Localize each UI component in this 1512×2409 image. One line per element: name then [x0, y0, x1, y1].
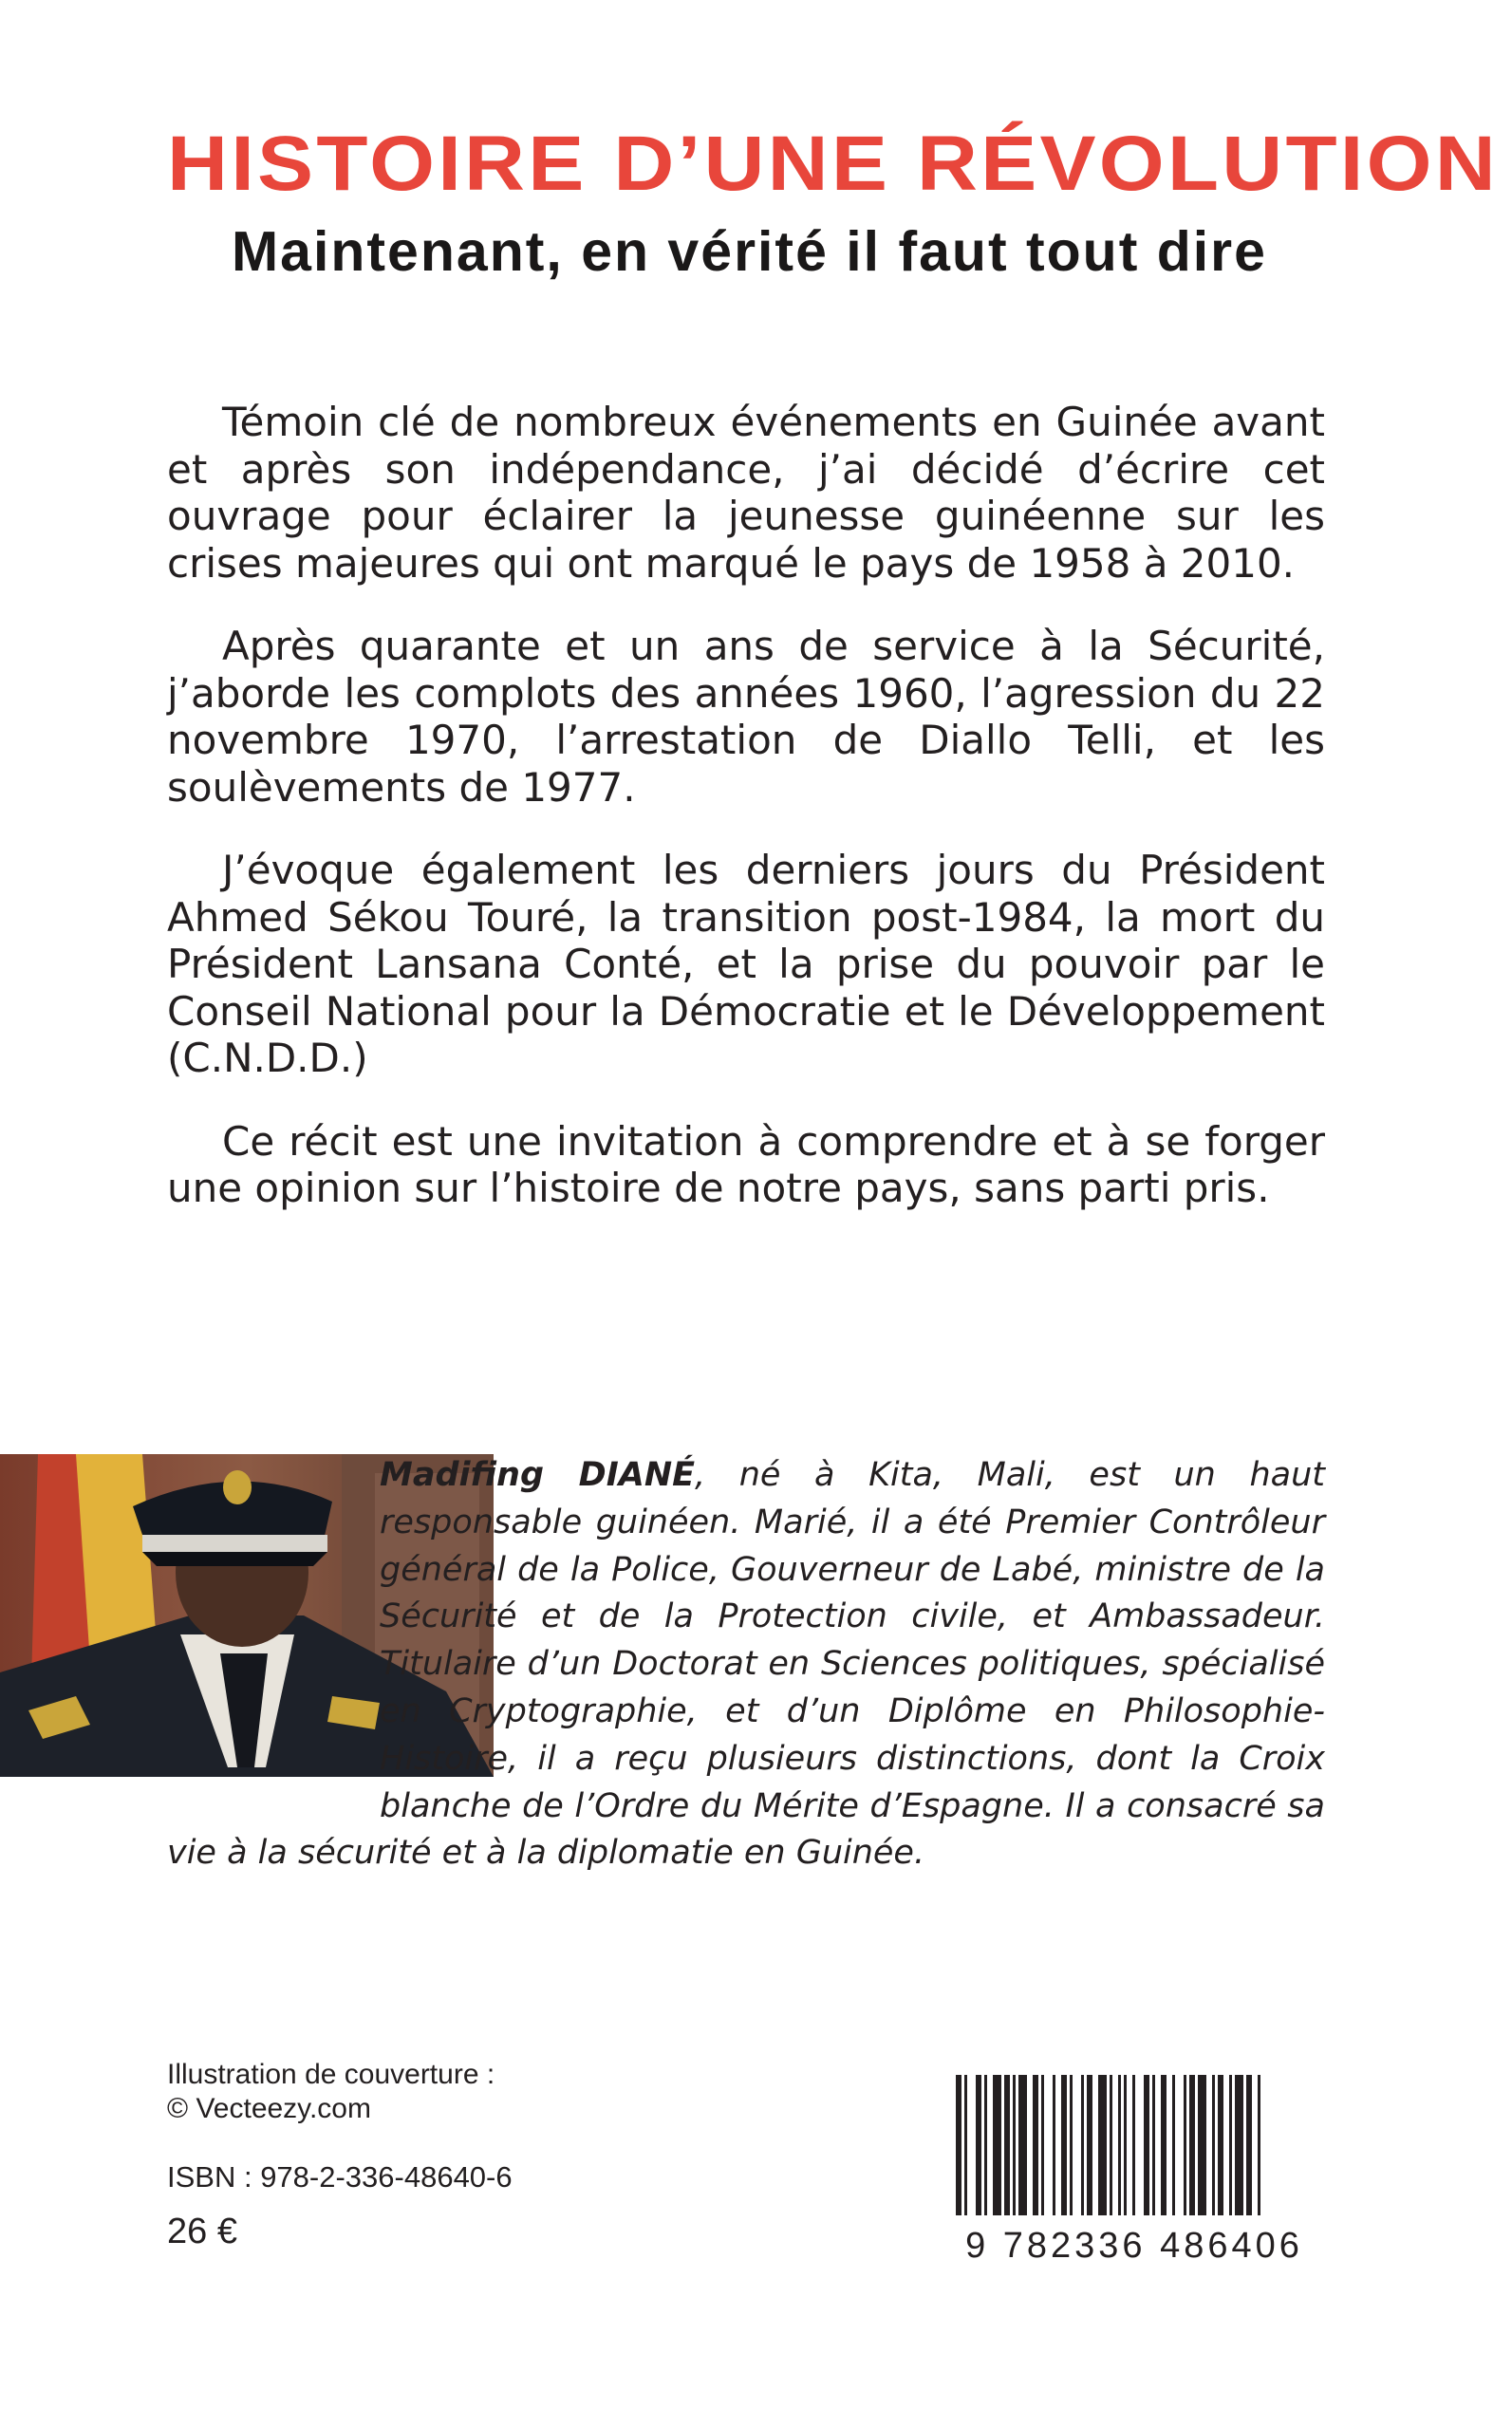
author-name: Madifing DIANÉ	[380, 1456, 696, 1494]
barcode-bar	[1132, 2075, 1135, 2215]
author-bio-text: , né à Kita, Mali, est un haut responsable guinéen. Marié, il a été Premier Contrôleur général de la Police, Gouverneur de Labé, ministre de la Sécurité et de la Protection civile, et Ambassadeur. Titulaire d’un Doctorat en Sciences politiques, spécialisé en Cryptographie, et d’un Diplôme en Philosophie-Histoire, il a reçu plusieurs distinctions, dont la Croix blanche de l’Ordre du Mérite d’Espagne. Il a consacré sa vie à la sécurité et à la diplomatie en Guinée.	[167, 1456, 1325, 1873]
barcode-bar	[964, 2075, 967, 2215]
barcode-bar	[1161, 2075, 1167, 2215]
barcode-bar	[1189, 2075, 1195, 2215]
photo-spacer	[0, 1452, 380, 1784]
summary-paragraph: Ce récit est une invitation à comprendre et à se forger une opinion sur l’histoire de notre pays, sans parti pris.	[167, 1117, 1325, 1211]
cover-credit	[167, 2058, 495, 2126]
barcode-bar	[1198, 2075, 1206, 2215]
book-title: HISTOIRE D’UNE RÉVOLUTION	[167, 121, 1499, 207]
barcode-bar	[1172, 2075, 1175, 2215]
price: 26 €	[167, 2212, 237, 2251]
barcode-bar	[1018, 2075, 1027, 2215]
summary-paragraph: J’évoque également les derniers jours du Président Ahmed Sékou Touré, la transition post-1984, la mort du Président Lansana Conté, et la prise du pouvoir par le Conseil National pour la Démocratie et le Développement (C.N.D.D.)	[167, 847, 1325, 1081]
barcode-bar	[1098, 2075, 1107, 2215]
barcode-bar	[993, 2075, 1001, 2215]
barcode-bar	[976, 2075, 981, 2215]
barcode-bar	[956, 2075, 961, 2215]
barcode-bar	[1184, 2075, 1186, 2215]
barcode-digits: 9 782336 486406	[965, 2226, 1303, 2261]
barcode-bar	[984, 2075, 987, 2215]
summary-paragraph: Après quarante et un ans de service à la Sécurité, j’aborde les complots des années 1960, l’agression du 22 novembre 1970, l’arrestation de Diallo Telli, et les soulèvements de 1977.	[167, 623, 1325, 811]
barcode-bar	[1124, 2075, 1127, 2215]
barcode-bar	[1081, 2075, 1084, 2215]
barcode-bar	[1087, 2075, 1092, 2215]
summary-text	[167, 399, 1325, 1248]
barcode-bar	[1053, 2075, 1055, 2215]
barcode-bar	[1004, 2075, 1010, 2215]
barcode-bar	[1152, 2075, 1155, 2215]
barcode-bar	[1061, 2075, 1067, 2215]
barcode-bar	[1013, 2075, 1016, 2215]
barcode-bar	[1212, 2075, 1215, 2215]
summary-paragraph: Témoin clé de nombreux événements en Guinée avant et après son indépendance, j’ai décidé d’écrire cet ouvrage pour éclairer la jeunesse guinéenne sur les crises majeures qui ont marqué le pays de 1958 à 2010.	[167, 399, 1325, 587]
barcode	[935, 2071, 1334, 2261]
barcode-bar	[1118, 2075, 1121, 2215]
barcode-bar	[1070, 2075, 1073, 2215]
credit-source: © Vecteezy.com	[167, 2093, 371, 2124]
barcode-bar	[1235, 2075, 1243, 2215]
author-bio	[167, 1452, 1325, 1877]
barcode-bar	[1246, 2075, 1252, 2215]
barcode-bar	[1258, 2075, 1260, 2215]
book-subtitle: Maintenant, en vérité il faut tout dire	[232, 220, 1267, 283]
barcode-bar	[1229, 2075, 1232, 2215]
barcode-bar	[1033, 2075, 1038, 2215]
barcode-bar	[1144, 2075, 1149, 2215]
isbn-number: ISBN : 978-2-336-48640-6	[167, 2160, 513, 2194]
barcode-bar	[1041, 2075, 1044, 2215]
barcode-bar	[1110, 2075, 1112, 2215]
credit-label: Illustration de couverture :	[167, 2059, 495, 2090]
barcode-bar	[1218, 2075, 1223, 2215]
